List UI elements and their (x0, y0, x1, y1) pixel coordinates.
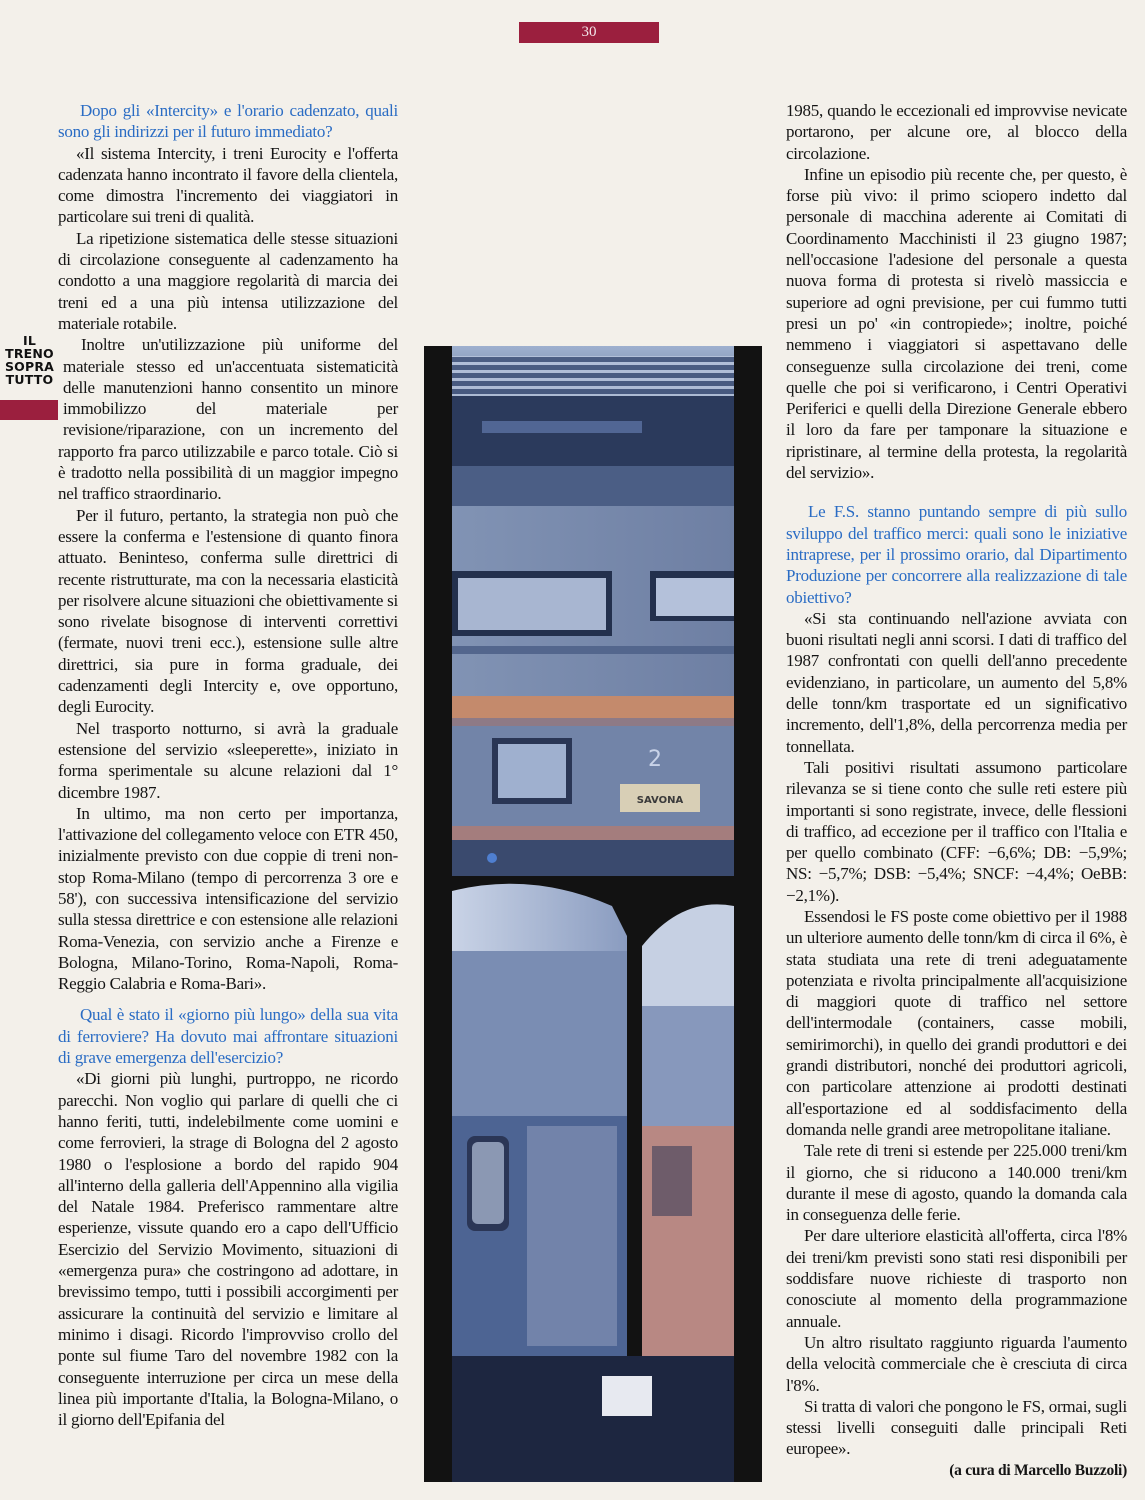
left-column (4, 100, 398, 1430)
answer-paragraph: Tali positivi risultati assumono particolare rilevanza se si tiene conto che sulle reti estere più importanti si sono registrate, invece, delle flessioni di traffico, ad eccezione per il traffico con l'Italia e per quello combinato (CFF: −6,6%; DB: −5,9%; NS: −5,7%; DSB: −5,4%; SNCF: −4,4%; OeBB: −2,1%). (786, 757, 1127, 905)
question-2: Qual è stato il «giorno più lungo» della sua vita di ferroviere? Ha dovuto mai affrontare situazioni di grave emergenza dell'esercizio? (58, 1005, 398, 1068)
inset-heading-line1: IL TRENO (5, 333, 54, 362)
coach-number: 2 (648, 747, 662, 772)
answer-paragraph: 1985, quando le eccezionali ed improvvise nevicate portarono, per alcune ore, al blocco della circolazione. (786, 101, 1127, 163)
answer-paragraph: Si tratta di valori che pongono le FS, ormai, sugli stessi livelli conseguiti dalle principali Reti europee». (786, 1396, 1127, 1459)
page-number: 30 (519, 22, 659, 43)
train-photo (424, 346, 762, 1482)
answer-paragraph: Un altro risultato raggiunto riguarda l'aumento della velocità commerciale che è cresciuta di circa l'8%. (786, 1332, 1127, 1395)
author-credit: (a cura di Marcello Buzzoli) (949, 1461, 1127, 1479)
answer-paragraph: Inoltre un'utilizzazione più uniforme del materiale stesso ed un'accentuata sistematicità delle manutenzioni hanno consentito un minore immobilizzo del materiale per revisione/riparazione, con un incremento del rapporto fra parco utilizzabile e parco totale. Ciò si è tradotto nella possibilità di un maggior impegno nel traffico straordinario. (58, 335, 398, 504)
answer-paragraph: Nel trasporto notturno, si avrà la graduale estensione del servizio «sleeperette», iniziato in forma sperimentale su alcune relazioni dal 1° dicembre 1987. (58, 718, 398, 802)
answer-paragraph: «Di giorni più lunghi, purtroppo, ne ricordo parecchi. Non voglio qui parlare di quelli che ci hanno feriti, tutti, indelebilmente come uomini e come ferrovieri, la strage di Bologna del 2 agosto 1980 o l'esplosione a bordo del rapido 904 all'interno della galleria dell'Appennino alla vigilia del Natale 1984. Preferisco rammentare altre esperienze, vissute quando ero a capo dell'Ufficio Esercizio del Servizio Movimento, situazioni di «emergenza pura» che costringono ad adottare, in brevissimo tempo, tutti i possibili accorgimenti per assicurare la continuità del servizio e limitare al minimo i disagi. Ricordo l'improvviso crollo del ponte sul fiume Taro del novembre 1982 con la conseguente interruzione per circa un mese della linea più importante d'Italia, la Bologna-Milano, o il giorno dell'Epifania del (58, 1069, 398, 1430)
destination-sign: SAVONA (636, 795, 684, 806)
answer-paragraph: Infine un episodio più recente che, per questo, è forse più vivo: il primo sciopero indetto dal personale di macchina aderente ai Comitati di Coordinamento Macchinisti il 23 giugno 1987; nell'occasione l'adesione del personale a questa nuova forma di protesta si rivelò massiccia e superiore ad ogni previsione, per cui fummo tutti presi un po' «in contropiede»; inoltre, poiché nemmeno i viaggiatori si aspettavano delle conseguenze sulla circolazione dei treni, come quelle che poi si verificarono, i Centri Operativi Periferici e quelli della Direzione Generale ebbero il loro da fare per tamponare la situazione e ripristinare, al termine della protesta, la regolarità del servizio». (786, 164, 1127, 483)
answer-paragraph: In ultimo, ma non certo per importanza, l'attivazione del collegamento veloce con ETR 450, inizialmente previsto con due coppie di treni non-stop Roma-Milano (tempo di percorrenza 3 ore e 58'), con successiva intensificazione del servizio sulla stessa direttrice e con estensione alle relazioni Roma-Venezia, con servizio anche a Firenze e Bologna, Milano-Torino, Roma-Napoli, Roma-Reggio Calabria e Roma-Bari». (58, 803, 398, 994)
question-3: Le F.S. stanno puntando sempre di più sullo sviluppo del traffico merci: quali sono le iniziative intraprese, per il prossimo orario, dal Dipartimento Produzione per concorrere alla realizzazione di tale obiettivo? (786, 502, 1127, 607)
answer-paragraph: «Il sistema Intercity, i treni Eurocity e l'offerta cadenzata hanno incontrato il favore della clientela, come dimostra l'incremento dei viaggiatori in particolare sui treni di qualità. (58, 143, 398, 227)
answer-paragraph: «Si sta continuando nell'azione avviata con buoni risultati negli anni scorsi. I dati di traffico del 1987 confrontati con quelli dell'anno precedente evidenziano, in particolare, un aumento del 5,8% delle tonn/km trasportate ed un significativo incremento, dell'1,8%, della percorrenza media per tonnellata. (786, 608, 1127, 756)
inset-accent-bar (0, 400, 58, 420)
section-inset (0, 334, 59, 438)
answer-paragraph: La ripetizione sistematica delle stesse situazioni di circolazione conseguente al cadenzamento ha condotto a una maggiore regolarità di marcia dei treni ed a una più intensa utilizzazione del materiale rotabile. (58, 228, 398, 333)
answer-paragraph: Essendosi le FS poste come obiettivo per il 1988 un ulteriore aumento delle tonn/km di circa il 6%, è stata studiata una rete di treni adeguatamente potenziata e rivolta principalmente all'acquisizione di maggiori quote di traffico nel settore dell'intermodale (containers, casse mobili, semirimorchi), in quello dei grandi produttori e dei grandi distributori, nonché dei produttori agricoli, con particolare attenzione ai prodotti destinati all'esportazione ed al soddisfacimento della domanda nelle grandi aree metropolitane italiane. (786, 906, 1127, 1139)
answer-paragraph: Per dare ulteriore elasticità all'offerta, circa l'8% dei treni/km previsti sono stati resi disponibili per soddisfare nuove richieste di trasporto non conosciute al momento della programmazione annuale. (786, 1226, 1127, 1331)
answer-paragraph: Per il futuro, pertanto, la strategia non può che essere la conferma e l'estensione di quanto finora attuato. Beninteso, conferma sulle direttrici di recente ristrutturate, ma con la necessaria elasticità per risolvere alcune situazioni che obiettivamente si sono rivelate bisognose di interventi correttivi (fermate, nuovi treni ecc.), estensione sulle altre direttrici, sia pure in forma graduale, dei cadenzamenti degli Intercity e, ove opportuno, degli Eurocity. (58, 505, 398, 717)
inset-heading-line2: SOPRA (4, 359, 55, 375)
question-1: Dopo gli «Intercity» e l'orario cadenzato, quali sono gli indirizzi per il futuro immediato? (58, 101, 398, 142)
inset-heading-line3: TUTTO (5, 372, 54, 388)
right-column (786, 100, 1127, 1481)
answer-paragraph: Tale rete di treni si estende per 225.000 treni/km il giorno, che si riducono a 140.000 treni/km durante il mese di agosto, quando la domanda cala in conseguenza delle ferie. (786, 1141, 1127, 1225)
